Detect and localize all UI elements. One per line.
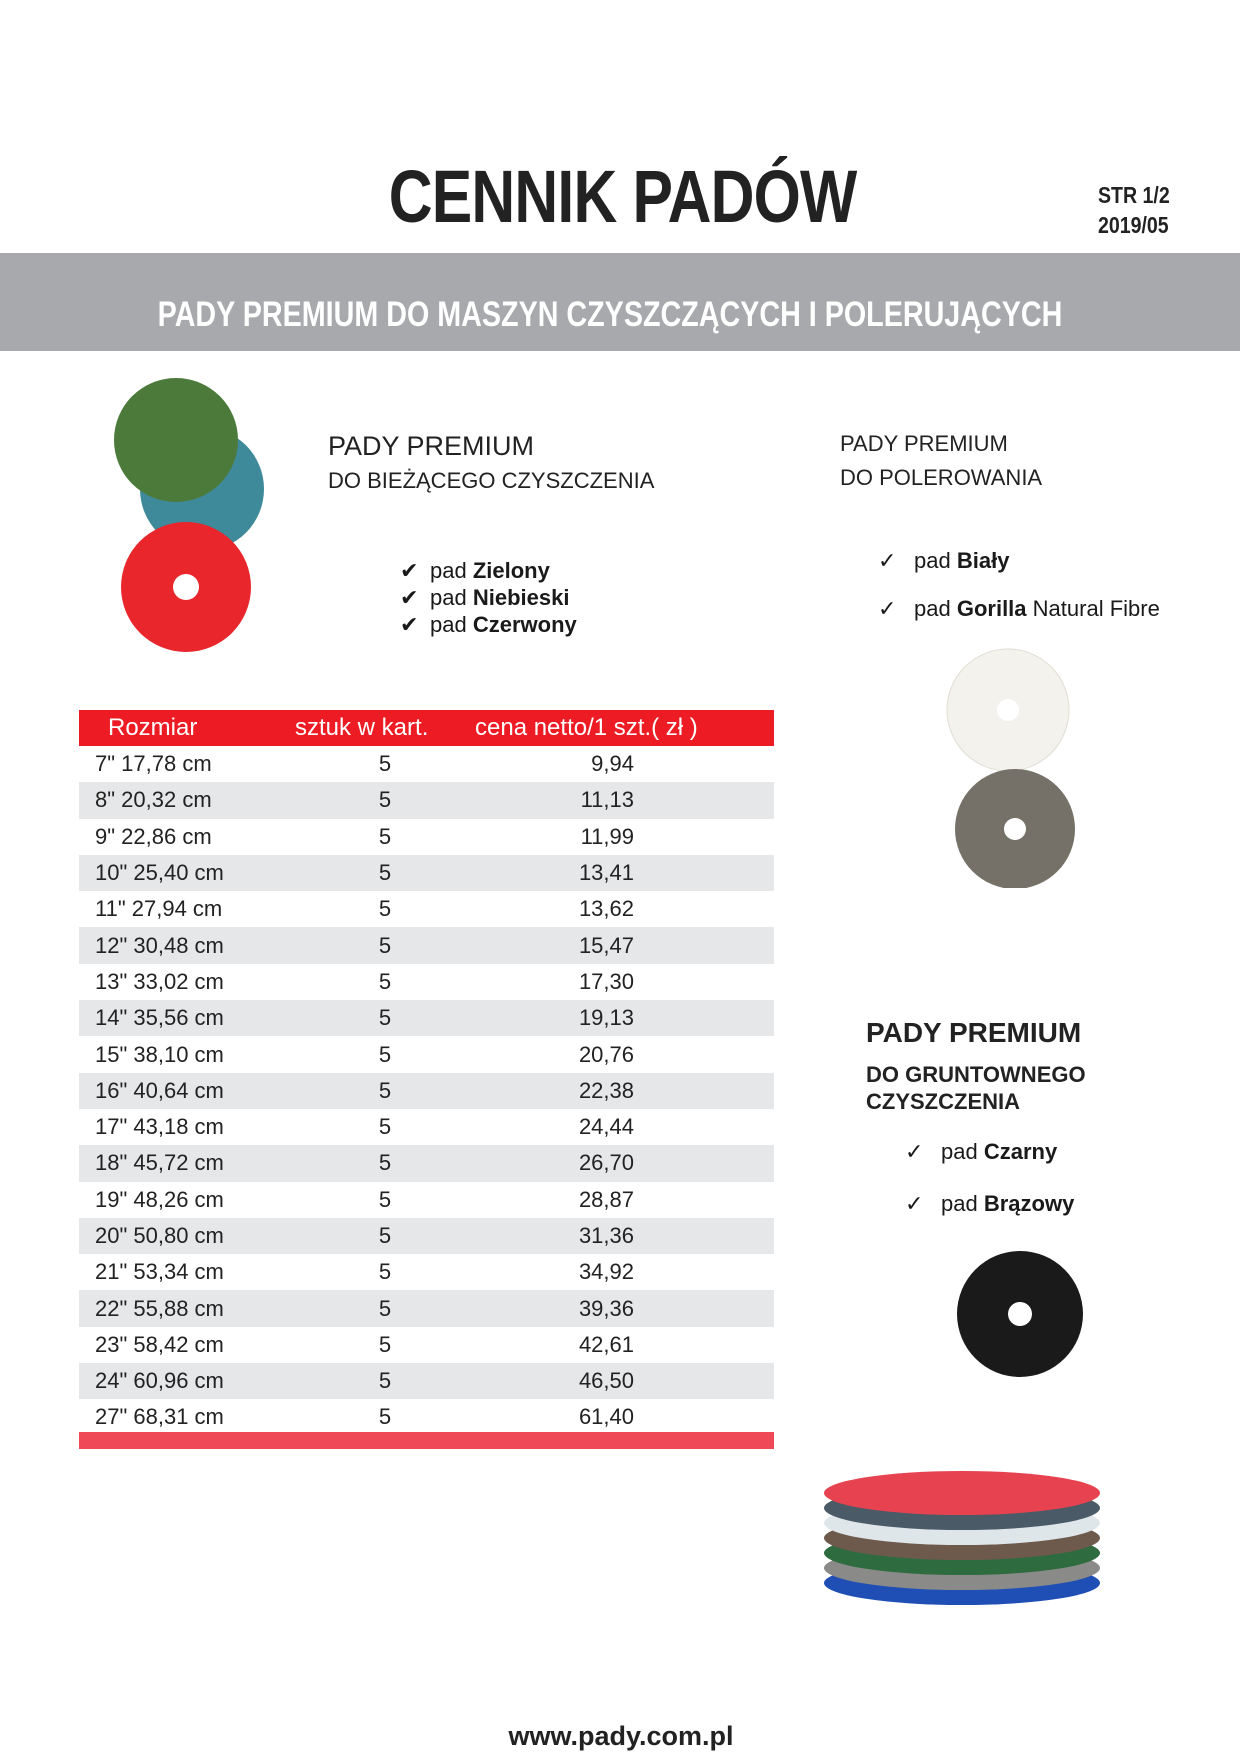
daily-pads-photo bbox=[106, 372, 276, 657]
table-row bbox=[79, 746, 774, 782]
cell-qty: 5 bbox=[295, 855, 475, 891]
cell-price: 34,92 bbox=[578, 1259, 634, 1285]
column-header-price: cena netto/1 szt.( zł ) bbox=[475, 710, 774, 746]
polish-section-subtitle: DO POLEROWANIA bbox=[840, 465, 1043, 490]
cell-size: 15" 38,10 cm bbox=[95, 1041, 224, 1067]
cell-qty: 5 bbox=[378, 751, 392, 777]
cell-size: 20" 50,80 cm bbox=[79, 1218, 295, 1254]
cell-qty: 5 bbox=[378, 1041, 392, 1067]
table-row bbox=[79, 1000, 774, 1036]
price-table bbox=[79, 710, 774, 1436]
table-row bbox=[79, 927, 774, 963]
table-row bbox=[79, 1254, 774, 1290]
check-icon: ✔ bbox=[400, 558, 419, 583]
table-row bbox=[79, 1145, 774, 1181]
cell-price: 19,13 bbox=[475, 1000, 774, 1036]
list-item: ✔ pad Zielony bbox=[400, 558, 550, 583]
table-row bbox=[79, 819, 774, 855]
cell-price: 24,44 bbox=[578, 1114, 634, 1140]
stack-pad-layer bbox=[824, 1471, 1100, 1515]
daily-section-heading bbox=[328, 428, 654, 498]
check-icon: ✔ bbox=[400, 585, 419, 610]
cell-price: 42,61 bbox=[578, 1331, 634, 1357]
cell-size: 10" 25,40 cm bbox=[79, 855, 295, 891]
cell-price: 46,50 bbox=[475, 1363, 774, 1399]
cell-size: 13" 33,02 cm bbox=[95, 968, 224, 994]
cell-size: 14" 35,56 cm bbox=[79, 1000, 295, 1036]
table-row bbox=[79, 1327, 774, 1363]
cell-size: 17" 43,18 cm bbox=[95, 1114, 224, 1140]
cell-size: 23" 58,42 cm bbox=[95, 1331, 224, 1357]
cell-qty: 5 bbox=[378, 1186, 392, 1212]
list-item: ✔ pad Czerwony bbox=[400, 612, 577, 637]
cell-price: 39,36 bbox=[475, 1290, 774, 1326]
cell-price: 15,47 bbox=[475, 927, 774, 963]
list-item: ✓ pad Biały bbox=[878, 537, 1160, 585]
table-row bbox=[79, 891, 774, 927]
deep-section-subtitle-2: CZYSZCZENIA bbox=[866, 1089, 1020, 1114]
daily-section-title: PADY PREMIUM bbox=[328, 431, 535, 461]
deep-section-title: PADY PREMIUM bbox=[866, 1017, 1082, 1048]
check-icon: ✔ bbox=[400, 612, 419, 637]
table-row bbox=[79, 1073, 774, 1109]
list-item: ✓ pad Brązowy bbox=[905, 1178, 1074, 1230]
table-row bbox=[79, 1036, 774, 1072]
deep-section-heading bbox=[866, 1013, 1086, 1115]
cell-qty: 5 bbox=[378, 896, 392, 922]
cell-qty: 5 bbox=[378, 823, 392, 849]
cell-qty: 5 bbox=[378, 1331, 392, 1357]
cell-qty: 5 bbox=[295, 1000, 475, 1036]
column-header-qty: sztuk w kart. bbox=[295, 710, 475, 746]
cell-price: 11,99 bbox=[580, 823, 634, 849]
cell-size: 16" 40,64 cm bbox=[79, 1073, 295, 1109]
list-item: ✓ pad Gorilla Natural Fibre bbox=[878, 585, 1160, 633]
daily-section-subtitle: DO BIEŻĄCEGO CZYSZCZENIA bbox=[328, 468, 655, 493]
polish-pad-list bbox=[878, 537, 1160, 633]
cell-price: 61,40 bbox=[578, 1404, 634, 1430]
cell-price: 13,41 bbox=[475, 855, 774, 891]
cell-price: 26,70 bbox=[475, 1145, 774, 1181]
cell-qty: 5 bbox=[378, 1404, 392, 1430]
cell-qty: 5 bbox=[295, 1363, 475, 1399]
table-row bbox=[79, 855, 774, 891]
table-footer-bar bbox=[79, 1432, 774, 1449]
cell-size: 21" 53,34 cm bbox=[95, 1259, 224, 1285]
cell-price: 20,76 bbox=[578, 1041, 634, 1067]
cell-size: 8" 20,32 cm bbox=[79, 782, 295, 818]
cell-qty: 5 bbox=[295, 1073, 475, 1109]
table-row bbox=[79, 1109, 774, 1145]
deep-pad-list bbox=[905, 1126, 1074, 1230]
table-row bbox=[79, 1218, 774, 1254]
check-icon: ✓ bbox=[905, 1191, 924, 1216]
polish-pads-photo bbox=[942, 648, 1077, 888]
table-row bbox=[79, 964, 774, 1000]
cell-size: 9" 22,86 cm bbox=[95, 823, 212, 849]
cell-size: 12" 30,48 cm bbox=[79, 927, 295, 963]
cell-size: 19" 48,26 cm bbox=[95, 1186, 224, 1212]
list-item: ✓ pad Czarny bbox=[905, 1126, 1074, 1178]
cell-price: 11,13 bbox=[475, 782, 774, 818]
footer-url: www.pady.com.pl bbox=[508, 1721, 734, 1751]
deep-pad-photo bbox=[955, 1250, 1085, 1380]
table-row bbox=[79, 1363, 774, 1399]
polish-section-title: PADY PREMIUM bbox=[840, 431, 1008, 456]
cell-qty: 5 bbox=[295, 1290, 475, 1326]
check-icon: ✓ bbox=[905, 1139, 924, 1164]
table-row bbox=[79, 1399, 774, 1435]
daily-pad-list bbox=[400, 557, 577, 638]
check-icon: ✓ bbox=[878, 548, 897, 573]
table-row bbox=[79, 1290, 774, 1326]
cell-size: 18" 45,72 cm bbox=[79, 1145, 295, 1181]
check-icon: ✓ bbox=[878, 596, 897, 621]
cell-price: 28,87 bbox=[578, 1186, 634, 1212]
column-header-size: Rozmiar bbox=[79, 710, 295, 746]
page-number: STR 1/2 bbox=[1098, 182, 1170, 208]
cell-price: 17,30 bbox=[578, 968, 634, 994]
cell-price: 9,94 bbox=[591, 751, 634, 777]
cell-price: 13,62 bbox=[578, 896, 634, 922]
cell-size: 11" 27,94 cm bbox=[95, 896, 223, 922]
cell-qty: 5 bbox=[378, 1114, 392, 1140]
pad-stack-photo bbox=[820, 1448, 1110, 1618]
banner-text: PADY PREMIUM DO MASZYN CZYSZCZĄCYCH I POLERUJĄCYCH bbox=[157, 295, 1063, 334]
cell-price: 31,36 bbox=[475, 1218, 774, 1254]
cell-size: 27" 68,31 cm bbox=[95, 1404, 224, 1430]
table-row bbox=[79, 1182, 774, 1218]
cell-qty: 5 bbox=[378, 1259, 392, 1285]
cell-size: 24" 60,96 cm bbox=[79, 1363, 295, 1399]
cell-qty: 5 bbox=[295, 927, 475, 963]
list-item: ✔ pad Niebieski bbox=[400, 585, 570, 610]
cell-qty: 5 bbox=[295, 782, 475, 818]
page-date: 2019/05 bbox=[1098, 212, 1169, 238]
page-meta bbox=[1098, 180, 1170, 240]
table-row bbox=[79, 782, 774, 818]
cell-size: 22" 55,88 cm bbox=[79, 1290, 295, 1326]
cell-size: 7" 17,78 cm bbox=[95, 751, 212, 777]
cell-qty: 5 bbox=[295, 1145, 475, 1181]
table-header-row bbox=[79, 710, 774, 746]
page-title: CENNIK PADÓW bbox=[388, 155, 857, 238]
cell-qty: 5 bbox=[378, 968, 392, 994]
polish-section-heading bbox=[840, 427, 1042, 495]
cell-price: 22,38 bbox=[475, 1073, 774, 1109]
deep-section-subtitle-1: DO GRUNTOWNEGO bbox=[866, 1062, 1086, 1087]
cell-qty: 5 bbox=[295, 1218, 475, 1254]
